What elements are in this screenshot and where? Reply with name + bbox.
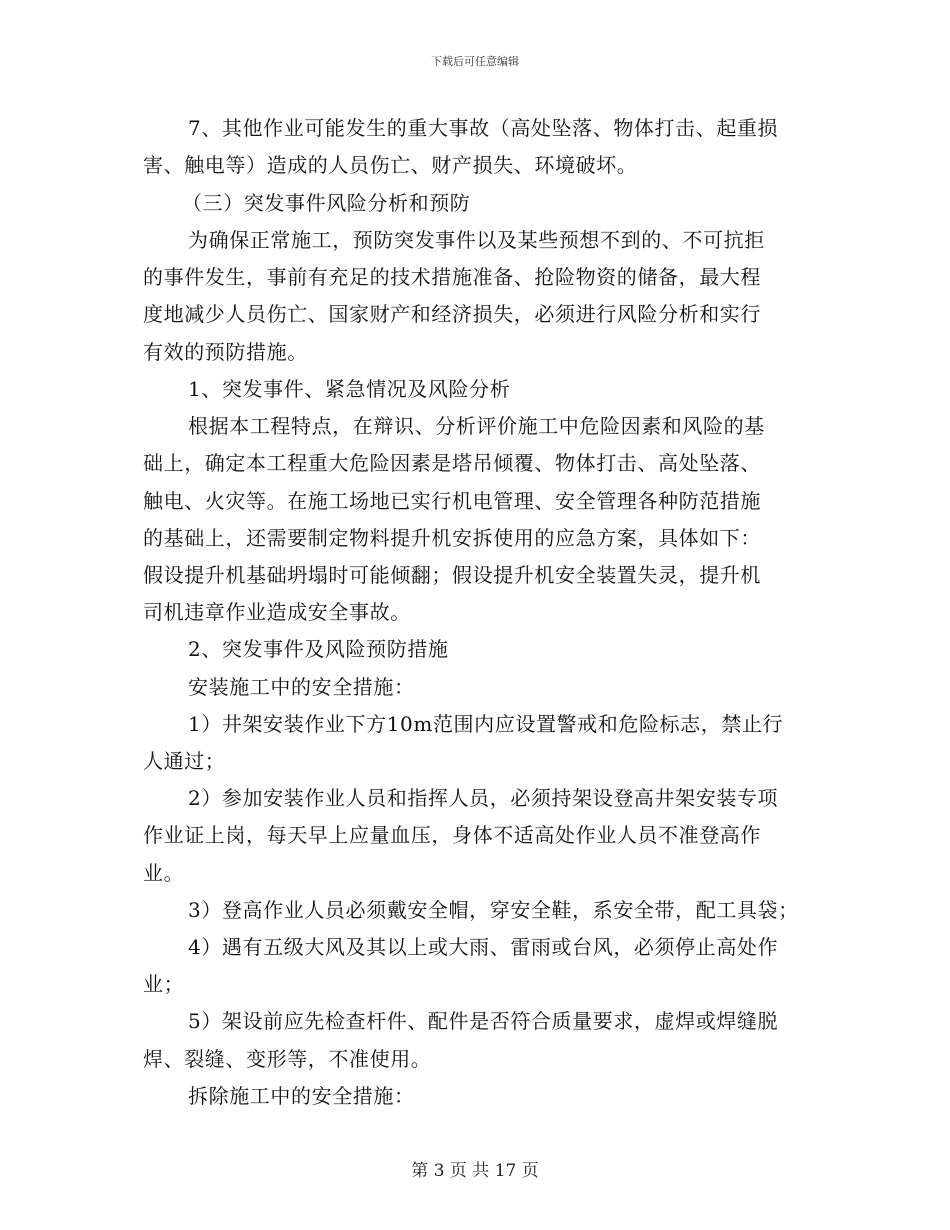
list-item: 5）架设前应先检查杆件、配件是否符合质量要求，虚焊或焊缝脱 — [188, 1009, 779, 1033]
text-line: 为确保正常施工，预防突发事件以及某些预想不到的、不可抗拒 — [188, 228, 765, 252]
text-line: 安装施工中的安全措施： — [188, 675, 415, 699]
page-footer: 第 3 页 共 17 页 — [411, 1161, 539, 1181]
section-heading: 拆除施工中的安全措施： — [188, 1084, 415, 1108]
text-line: 焊、裂缝、变形等，不准使用。 — [143, 1047, 432, 1071]
text-line: 司机违章作业造成安全事故。 — [143, 600, 411, 624]
text-line: 有效的预防措施。 — [143, 340, 308, 364]
page-header: 下载后可任意编辑 — [431, 55, 519, 68]
list-item: 4）遇有五级大风及其以上或大雨、雷雨或台风，必须停止高处作 — [188, 935, 779, 959]
list-item: 3）登高作业人员必须戴安全帽，穿安全鞋，系安全带，配工具袋； — [188, 898, 799, 922]
list-item: 1）井架安装作业下方10m范围内应设置警戒和危险标志，禁止行 — [188, 712, 784, 736]
section-heading: （三）突发事件风险分析和预防 — [182, 191, 471, 215]
text-line: 业。 — [143, 861, 185, 885]
text-line: 害、触电等）造成的人员伤亡、财产损失、环境破坏。 — [143, 153, 638, 177]
text-line: 度地减少人员伤亡、国家财产和经济损失，必须进行风险分析和实行 — [143, 302, 761, 326]
section-heading: 1、突发事件、紧急情况及风险分析 — [188, 377, 511, 401]
text-line: 础上，确定本工程重大危险因素是塔吊倾覆、物体打击、高处坠落、 — [143, 451, 761, 475]
text-line: 根据本工程特点，在辩识、分析评价施工中危险因素和风险的基 — [188, 414, 765, 438]
text-line: 假设提升机基础坍塌时可能倾翻；假设提升机安全装置失灵，提升机 — [143, 563, 761, 587]
text-line: 的基础上，还需要制定物料提升机安拆使用的应急方案，具体如下： — [143, 526, 761, 550]
text-line: 人通过； — [143, 749, 226, 773]
text-line: 的事件发生，事前有充足的技术措施准备、抢险物资的储备，最大程 — [143, 265, 761, 289]
text-line: 7、其他作业可能发生的重大事故（高处坠落、物体打击、起重损 — [188, 116, 779, 140]
text-line: 业； — [143, 972, 185, 996]
text-line: 触电、火灾等。在施工场地已实行机电管理、安全管理各种防范措施 — [143, 489, 761, 513]
list-item: 2）参加安装作业人员和指挥人员，必须持架设登高井架安装专项 — [188, 786, 779, 810]
text-line: 作业证上岗，每天早上应量血压，身体不适高处作业人员不准登高作 — [143, 823, 761, 847]
section-heading: 2、突发事件及风险预防措施 — [188, 637, 449, 661]
